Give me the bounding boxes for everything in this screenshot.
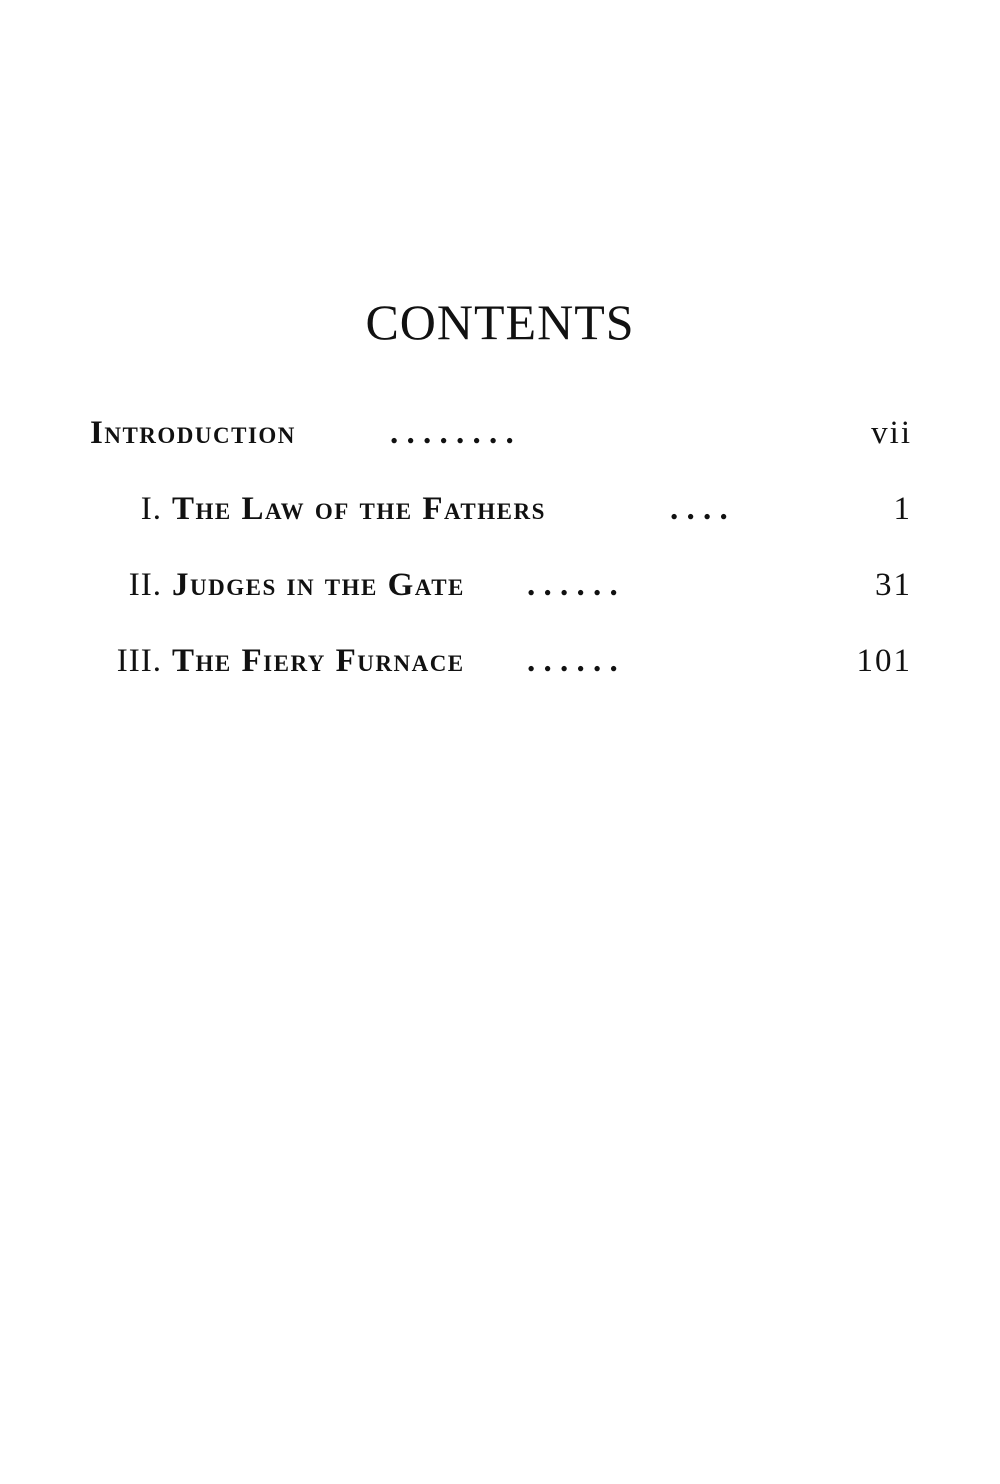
toc-entry-chapter-1 — [90, 481, 912, 537]
toc-page-number: 101 — [856, 643, 912, 679]
toc-page-number: 31 — [875, 567, 912, 603]
toc-entry-introduction — [90, 405, 912, 461]
toc-dot-leaders: . . . . . . . . — [390, 415, 514, 451]
toc-chapter-numeral: I. — [140, 491, 162, 527]
toc-entry-title: Introduction — [90, 415, 296, 451]
toc-dot-leaders: . . . . . . — [527, 567, 618, 603]
page-title: CONTENTS — [365, 294, 635, 350]
toc-page-number: vii — [871, 415, 912, 451]
toc-entry-title: The Fiery Furnace — [172, 643, 465, 679]
toc-entry-chapter-3 — [90, 633, 912, 689]
toc-chapter-numeral: II. — [128, 567, 162, 603]
toc-chapter-numeral: III. — [116, 643, 162, 679]
toc-entry-title: The Law of the Fathers — [172, 491, 546, 527]
toc-dot-leaders: . . . . . . — [527, 643, 618, 679]
toc-page-number: 1 — [893, 491, 912, 527]
toc-entry-chapter-2 — [90, 557, 912, 613]
toc-dot-leaders: . . . . — [670, 491, 728, 527]
toc-entry-title: Judges in the Gate — [172, 567, 465, 603]
